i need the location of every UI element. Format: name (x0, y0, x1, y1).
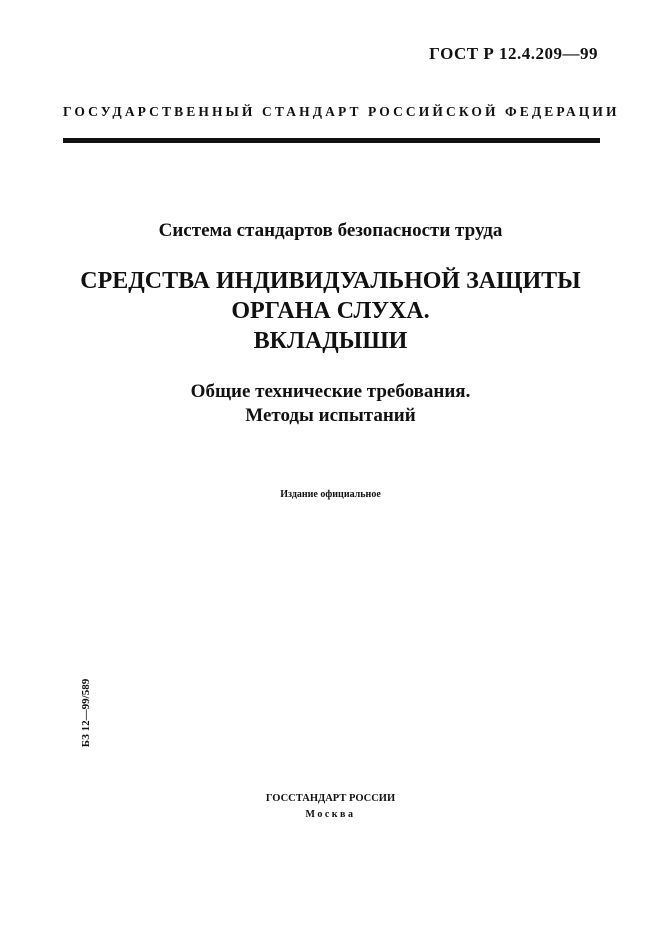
publisher-name: ГОССТАНДАРТ РОССИИ (265, 793, 396, 804)
series-title: Система стандартов безопасности труда (158, 220, 503, 241)
header-divider (63, 138, 600, 143)
main-title (0, 266, 661, 356)
main-title-line: ВКЛАДЫШИ (253, 328, 408, 354)
side-registration-code: БЗ 12—99/589 (80, 678, 92, 748)
document-code: ГОСТ Р 12.4.209—99 (429, 44, 598, 63)
edition-note: Издание официальное (280, 489, 381, 500)
subtitle-line: Общие технические требования. (190, 381, 471, 402)
subtitle-line: Методы испытаний (245, 405, 416, 426)
main-title-line: ОРГАНА СЛУХА. (231, 298, 430, 324)
main-title-line: СРЕДСТВА ИНДИВИДУАЛЬНОЙ ЗАЩИТЫ (80, 268, 581, 294)
publisher-city: Москва (305, 809, 356, 820)
subtitle (0, 380, 661, 428)
state-standard-heading: ГОСУДАРСТВЕННЫЙ СТАНДАРТ РОССИЙСКОЙ ФЕДЕРАЦИИ (63, 104, 620, 119)
